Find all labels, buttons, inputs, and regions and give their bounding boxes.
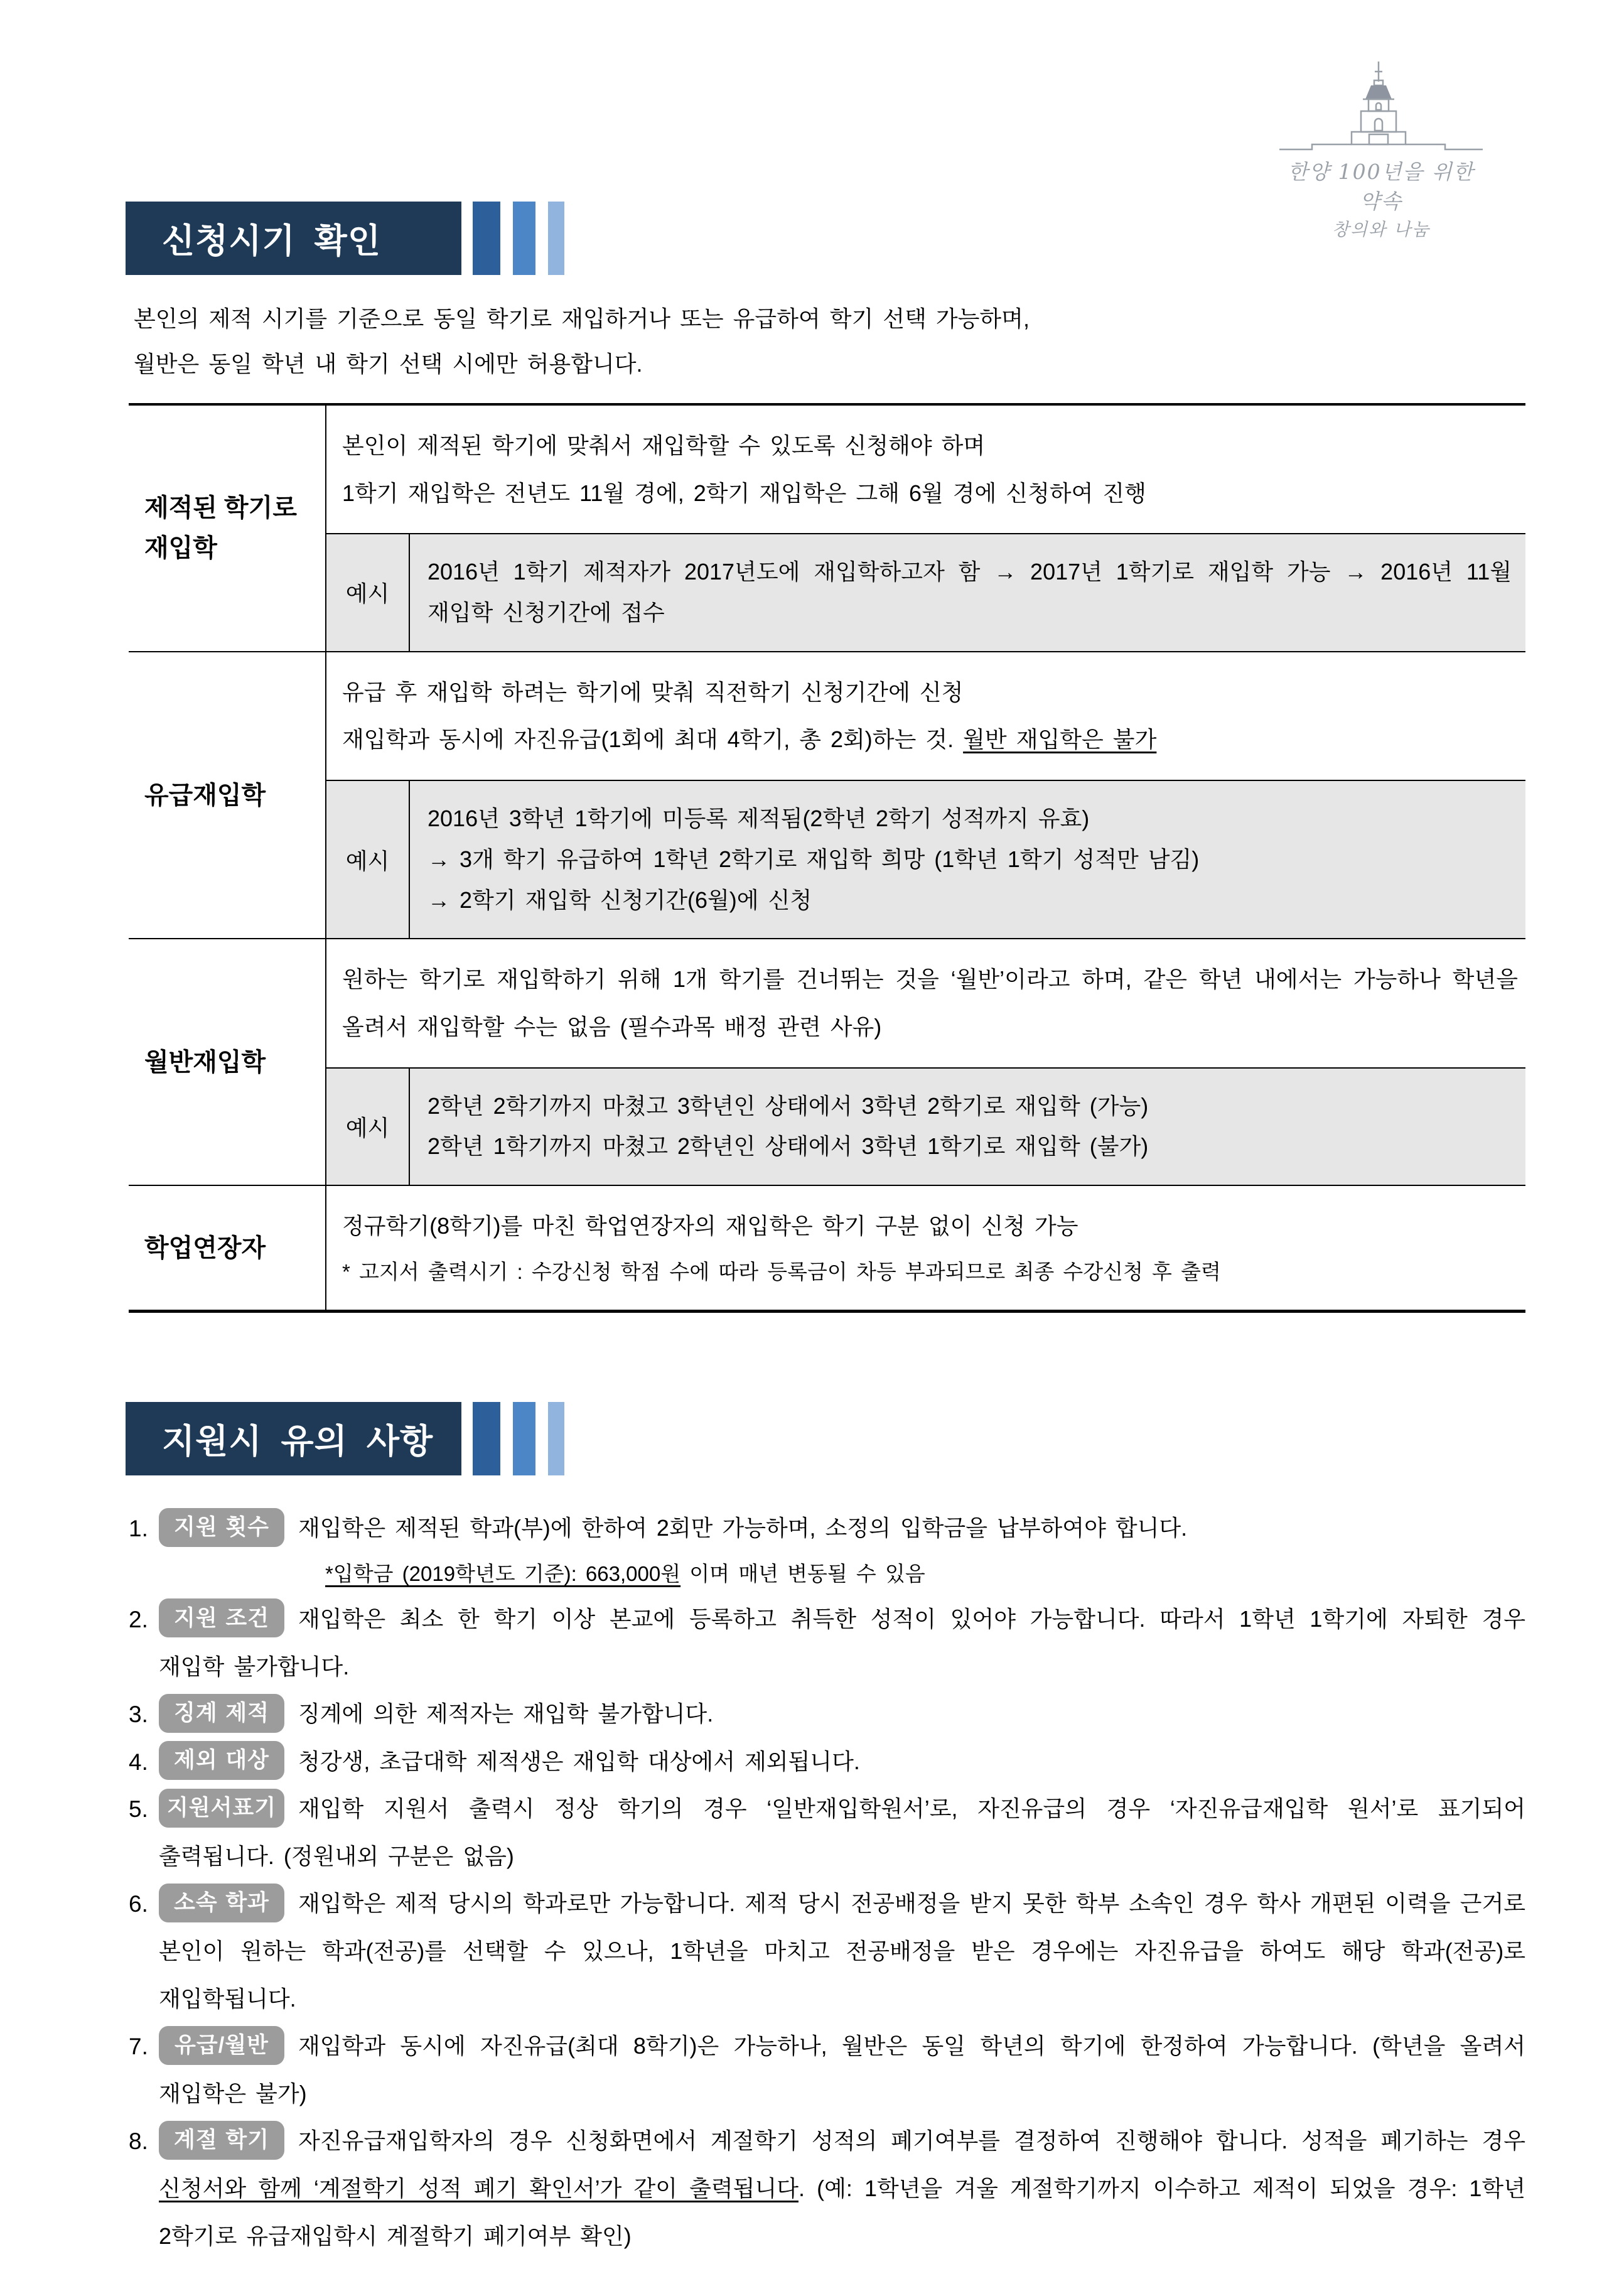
note-item-5 (129, 1785, 1525, 1880)
example-row (326, 1067, 1525, 1185)
intro-line-1: 본인의 제적 시기를 기준으로 동일 학기로 재입하거나 또는 유급하여 학기 선택 가능하며, (134, 306, 1030, 331)
stripe-mid (513, 1402, 535, 1475)
note-text: 재입학 지원서 출력시 정상 학기의 경우 ‘일반재입학원서’로, 자진유급의 경우 ‘자진유급재입학 원서’로 표기되어 출력됩니다. (정원내외 구분은 없음) (159, 1796, 1525, 1869)
note-text: 징계에 의한 제적자는 재입학 불가합니다. (298, 1701, 714, 1727)
logo-tagline-2: 창의와 나눔 (1331, 219, 1431, 240)
note-badge: 지원 조건 (159, 1598, 284, 1637)
logo-tagline-1: 한양 100년을 위한 약속 (1288, 159, 1475, 213)
note-number: 7. (129, 2034, 148, 2060)
note-number: 8. (129, 2128, 148, 2155)
note-badge: 제외 대상 (159, 1741, 284, 1780)
example-label: 예시 (326, 1069, 410, 1185)
tower-icon (1274, 58, 1488, 152)
intro-line-2: 월반은 동일 학년 내 학기 선택 시에만 허용합니다. (134, 351, 643, 377)
example-row (326, 533, 1525, 651)
note-text: 자진유급재입학자의 경우 신청화면에서 계절학기 성적의 폐기여부를 결정하여 진행해야 합니다. 성적을 폐기하는 경우 신청서와 함께 ‘계절학기 성적 폐기 확인서’가 같이 출력됩니다. (예: 1학년을 겨울 계절학기까지 이수하고 제적이 되었을 경우: 1학년 2학기로 유급재입학시 계절학기 폐기여부 확인) (159, 2128, 1525, 2249)
example-row (326, 780, 1525, 938)
note-item-6 (129, 1880, 1525, 2022)
note-text: 재입학은 제적 당시의 학과로만 가능합니다. 제적 당시 전공배정을 받지 못한 학부 소속인 경우 학사 개편된 이력을 근거로 본인이 원하는 학과(전공)를 선택할 수 있으나, 1학년을 마치고 전공배정을 받은 경우에는 자진유급을 하여도 해당 학과(전공)로 재입학됩니다. (159, 1890, 1525, 2012)
example-label: 예시 (326, 534, 410, 651)
note-text: 재입학은 제적된 학과(부)에 한하여 2회만 가능하며, 소정의 입학금을 납부하여야 합니다. (298, 1515, 1188, 1541)
note-subnote: *입학금 (2019학년도 기준): 663,000원 이며 매년 변동될 수 있음 (325, 1561, 925, 1585)
table-row-flunk-readmission (129, 652, 1525, 940)
note-item-7 (129, 2022, 1525, 2117)
stripe-dark (473, 202, 500, 275)
stripe-light (548, 202, 564, 275)
stripe-light (548, 1402, 564, 1475)
note-number: 3. (129, 1701, 148, 1728)
note-text: 재입학은 최소 한 학기 이상 본교에 등록하고 취득한 성적이 있어야 가능합니다. 따라서 1학년 1학기에 자퇴한 경우 재입학 불가합니다. (159, 1605, 1525, 1679)
row-label: 제적된 학기로 재입학 (129, 406, 326, 651)
table-row-skip-readmission (129, 939, 1525, 1186)
underlined-note: 월반 재입학은 불가 (963, 726, 1157, 753)
row-label: 월반재입학 (129, 939, 326, 1185)
note-item-4 (129, 1738, 1525, 1786)
note-item-8 (129, 2117, 1525, 2260)
section-header-2 (126, 1402, 1525, 1475)
row-desc: 정규학기(8학기)를 마친 학업연장자의 재입학은 학기 구분 없이 신청 가능 * 고지서 출력시기 : 수강신청 학점 수에 따라 등록금이 차등 부과되므로 최종 수강신청 후 출력 (326, 1186, 1525, 1310)
note-badge: 징계 제적 (159, 1694, 284, 1733)
row-desc: 원하는 학기로 재입학하기 위해 1개 학기를 건너뛰는 것을 ‘월반’이라고 하며, 같은 학년 내에서는 가능하나 학년을 올려서 재입학할 수는 없음 (필수과목 배정 관련 사유) (342, 966, 1518, 1040)
intro-paragraph (134, 296, 1525, 387)
underlined-phrase: 신청서와 함께 ‘계절학기 성적 폐기 확인서’가 같이 출력됩니다 (159, 2175, 799, 2202)
example-text: 2016년 1학기 제적자가 2017년도에 재입학하고자 함 → 2017년 1학기로 재입학 가능 → 2016년 11월 재입학 신청기간에 접수 (428, 559, 1512, 625)
note-number: 4. (129, 1749, 148, 1775)
section-title-1: 신청시기 확인 (126, 202, 461, 275)
row-desc: 본인이 제적된 학기에 맞춰서 재입학할 수 있도록 신청해야 하며 1학기 재입학은 전년도 11월 경에, 2학기 재입학은 그해 6월 경에 신청하여 진행 (342, 433, 1146, 506)
note-badge: 유급/월반 (159, 2026, 284, 2065)
row-label: 학업연장자 (129, 1186, 326, 1310)
example-label: 예시 (326, 781, 410, 938)
example-text: 2016년 3학년 1학기에 미등록 제적됨(2학년 2학기 성적까지 유효) → 3개 학기 유급하여 1학년 2학기로 재입학 희망 (1학년 1학기 성적만 남김) → 2학기 재입학 신청기간(6월)에 신청 (428, 805, 1200, 913)
title-stripes (473, 202, 564, 275)
note-badge: 소속 학과 (159, 1884, 284, 1922)
notes-list (129, 1504, 1525, 2260)
note-number: 5. (129, 1796, 148, 1823)
note-badge: 계절 학기 (159, 2121, 284, 2160)
note-number: 6. (129, 1891, 148, 1917)
note-text: 청강생, 초급대학 제적생은 재입학 대상에서 제외됩니다. (298, 1748, 860, 1774)
table-row-expelled-semester (129, 406, 1525, 652)
stripe-dark (473, 1402, 500, 1475)
note-item-2 (129, 1595, 1525, 1690)
table-row-extended-student (129, 1186, 1525, 1310)
note-number: 2. (129, 1606, 148, 1632)
note-number: 1. (129, 1516, 148, 1542)
readmission-table (129, 403, 1525, 1313)
hanyang-logo (1274, 58, 1488, 240)
title-stripes (473, 1402, 564, 1475)
note-badge: 지원 횟수 (159, 1508, 284, 1547)
example-text: 2학년 2학기까지 마쳤고 3학년인 상태에서 3학년 2학기로 재입학 (가능) 2학년 1학기까지 마쳤고 2학년인 상태에서 3학년 1학기로 재입학 (불가) (428, 1092, 1149, 1160)
section-title-2: 지원시 유의 사항 (126, 1402, 461, 1475)
note-item-1 (129, 1504, 1525, 1595)
stripe-mid (513, 202, 535, 275)
note-badge: 지원서표기 (159, 1789, 284, 1828)
row-subnote: * 고지서 출력시기 : 수강신청 학점 수에 따라 등록금이 차등 부과되므로 최종 수강신청 후 출력 (342, 1259, 1221, 1283)
note-text: 재입학과 동시에 자진유급(최대 8학기)은 가능하나, 월반은 동일 학년의 학기에 한정하여 가능합니다. (학년을 올려서 재입학은 불가) (159, 2033, 1525, 2106)
row-label: 유급재입학 (129, 652, 326, 939)
row-desc: 유급 후 재입학 하려는 학기에 맞춰 직전학기 신청기간에 신청 재입학과 동시에 자진유급(1회에 최대 4학기, 총 2회)하는 것. 월반 재입학은 불가 (342, 679, 1157, 753)
note-item-3 (129, 1690, 1525, 1738)
